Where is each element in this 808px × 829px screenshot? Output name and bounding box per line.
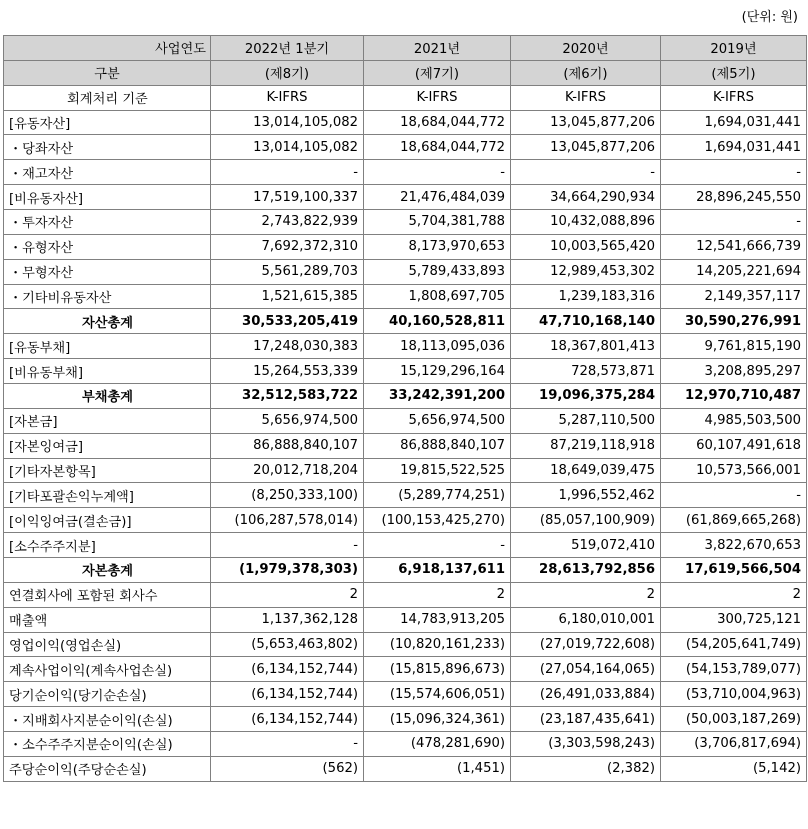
value-cell: 300,725,121 (661, 607, 807, 632)
table-row (4, 682, 807, 707)
value-cell: (5,653,463,802) (211, 632, 364, 657)
value-cell: 1,694,031,441 (661, 135, 807, 160)
row-label: [기타자본항목] (4, 458, 211, 483)
value-cell: 9,761,815,190 (661, 334, 807, 359)
table-row (4, 732, 807, 757)
table-row (4, 259, 807, 284)
table-row (4, 632, 807, 657)
value-cell: (50,003,187,269) (661, 707, 807, 732)
value-cell: 13,014,105,082 (211, 135, 364, 160)
value-cell: 18,367,801,413 (511, 334, 661, 359)
row-label: ・유형자산 (4, 234, 211, 259)
accounting-standard-row (4, 85, 807, 110)
value-cell: 33,242,391,200 (364, 384, 511, 409)
header-cell: 사업연도 (4, 36, 211, 61)
value-cell: 15,264,553,339 (211, 359, 364, 384)
value-cell: - (211, 732, 364, 757)
table-row (4, 234, 807, 259)
value-cell: 10,432,088,896 (511, 210, 661, 235)
value-cell: (10,820,161,233) (364, 632, 511, 657)
value-cell: 14,783,913,205 (364, 607, 511, 632)
value-cell: 14,205,221,694 (661, 259, 807, 284)
value-cell: 12,541,666,739 (661, 234, 807, 259)
value-cell: - (211, 160, 364, 185)
table-row (4, 433, 807, 458)
value-cell: 86,888,840,107 (211, 433, 364, 458)
value-cell: 2,149,357,117 (661, 284, 807, 309)
header-cell: (제7기) (364, 60, 511, 85)
value-cell: 5,656,974,500 (364, 408, 511, 433)
value-cell: 30,590,276,991 (661, 309, 807, 334)
table-row (4, 185, 807, 210)
row-label: 부채총계 (4, 384, 211, 409)
value-cell: 1,996,552,462 (511, 483, 661, 508)
table-row (4, 309, 807, 334)
value-cell: (15,096,324,361) (364, 707, 511, 732)
value-cell: 12,970,710,487 (661, 384, 807, 409)
row-label: ・투자자산 (4, 210, 211, 235)
value-cell: 19,096,375,284 (511, 384, 661, 409)
standard-cell: K-IFRS (364, 85, 511, 110)
standard-cell: K-IFRS (511, 85, 661, 110)
table-row (4, 210, 807, 235)
value-cell: 4,985,503,500 (661, 408, 807, 433)
value-cell: (15,815,896,673) (364, 657, 511, 682)
value-cell: 40,160,528,811 (364, 309, 511, 334)
row-label: ・기타비유동자산 (4, 284, 211, 309)
value-cell: 13,014,105,082 (211, 110, 364, 135)
value-cell: (5,289,774,251) (364, 483, 511, 508)
value-cell: 18,113,095,036 (364, 334, 511, 359)
row-label: [이익잉여금(결손금)] (4, 508, 211, 533)
value-cell: (6,134,152,744) (211, 682, 364, 707)
value-cell: 3,208,895,297 (661, 359, 807, 384)
value-cell: 2,743,822,939 (211, 210, 364, 235)
header-row-year (4, 36, 807, 61)
value-cell: 20,012,718,204 (211, 458, 364, 483)
value-cell: - (211, 533, 364, 558)
table-row (4, 707, 807, 732)
value-cell: 7,692,372,310 (211, 234, 364, 259)
value-cell: 30,533,205,419 (211, 309, 364, 334)
row-label: 매출액 (4, 607, 211, 632)
standard-cell: K-IFRS (211, 85, 364, 110)
value-cell: - (364, 533, 511, 558)
row-label: 회계처리 기준 (4, 85, 211, 110)
value-cell: (5,142) (661, 756, 807, 781)
row-label: 주당순이익(주당순손실) (4, 756, 211, 781)
value-cell: 15,129,296,164 (364, 359, 511, 384)
row-label: ・무형자산 (4, 259, 211, 284)
value-cell: - (364, 160, 511, 185)
value-cell: 3,822,670,653 (661, 533, 807, 558)
header-cell: 2020년 (511, 36, 661, 61)
value-cell: 728,573,871 (511, 359, 661, 384)
unit-note: (단위: 원) (741, 10, 798, 25)
value-cell: 5,656,974,500 (211, 408, 364, 433)
value-cell: 10,573,566,001 (661, 458, 807, 483)
table-row (4, 458, 807, 483)
row-label: 당기순이익(당기순손실) (4, 682, 211, 707)
header-cell: 2019년 (661, 36, 807, 61)
value-cell: 1,137,362,128 (211, 607, 364, 632)
value-cell: 86,888,840,107 (364, 433, 511, 458)
value-cell: (478,281,690) (364, 732, 511, 757)
row-label: 연결회사에 포함된 회사수 (4, 582, 211, 607)
table-row (4, 533, 807, 558)
value-cell: - (661, 160, 807, 185)
header-row-period (4, 60, 807, 85)
value-cell: 5,704,381,788 (364, 210, 511, 235)
table-row (4, 284, 807, 309)
value-cell: 8,173,970,653 (364, 234, 511, 259)
value-cell: (8,250,333,100) (211, 483, 364, 508)
row-label: ・지배회사지분순이익(손실) (4, 707, 211, 732)
header-cell: (제6기) (511, 60, 661, 85)
table-row (4, 384, 807, 409)
value-cell: (27,019,722,608) (511, 632, 661, 657)
value-cell: 1,808,697,705 (364, 284, 511, 309)
value-cell: 5,287,110,500 (511, 408, 661, 433)
row-label: [유동자산] (4, 110, 211, 135)
row-label: [비유동자산] (4, 185, 211, 210)
row-label: ・재고자산 (4, 160, 211, 185)
value-cell: - (511, 160, 661, 185)
value-cell: 6,180,010,001 (511, 607, 661, 632)
value-cell: 47,710,168,140 (511, 309, 661, 334)
value-cell: 21,476,484,039 (364, 185, 511, 210)
value-cell: 17,519,100,337 (211, 185, 364, 210)
value-cell: 5,561,289,703 (211, 259, 364, 284)
value-cell: 6,918,137,611 (364, 558, 511, 583)
header-cell: (제8기) (211, 60, 364, 85)
value-cell: (85,057,100,909) (511, 508, 661, 533)
row-label: 계속사업이익(계속사업손실) (4, 657, 211, 682)
row-label: 영업이익(영업손실) (4, 632, 211, 657)
header-cell: 2022년 1분기 (211, 36, 364, 61)
value-cell: 2 (661, 582, 807, 607)
table-row (4, 607, 807, 632)
value-cell: 2 (364, 582, 511, 607)
value-cell: 13,045,877,206 (511, 135, 661, 160)
table-row (4, 657, 807, 682)
value-cell: 1,239,183,316 (511, 284, 661, 309)
row-label: [기타포괄손익누계액] (4, 483, 211, 508)
value-cell: - (661, 483, 807, 508)
row-label: [소수주주지분] (4, 533, 211, 558)
value-cell: 19,815,522,525 (364, 458, 511, 483)
row-label: ・당좌자산 (4, 135, 211, 160)
header-cell: 구분 (4, 60, 211, 85)
value-cell: - (661, 210, 807, 235)
table-row (4, 508, 807, 533)
value-cell: 32,512,583,722 (211, 384, 364, 409)
value-cell: 10,003,565,420 (511, 234, 661, 259)
table-row (4, 558, 807, 583)
row-label: [자본금] (4, 408, 211, 433)
value-cell: 87,219,118,918 (511, 433, 661, 458)
value-cell: (3,303,598,243) (511, 732, 661, 757)
value-cell: 17,248,030,383 (211, 334, 364, 359)
value-cell: (15,574,606,051) (364, 682, 511, 707)
table-row (4, 334, 807, 359)
value-cell: (3,706,817,694) (661, 732, 807, 757)
header-cell: (제5기) (661, 60, 807, 85)
value-cell: (26,491,033,884) (511, 682, 661, 707)
value-cell: (2,382) (511, 756, 661, 781)
value-cell: (1,979,378,303) (211, 558, 364, 583)
table-row (4, 160, 807, 185)
value-cell: 5,789,433,893 (364, 259, 511, 284)
row-label: 자본총계 (4, 558, 211, 583)
table-row (4, 408, 807, 433)
value-cell: 12,989,453,302 (511, 259, 661, 284)
value-cell: 13,045,877,206 (511, 110, 661, 135)
value-cell: (1,451) (364, 756, 511, 781)
value-cell: 18,649,039,475 (511, 458, 661, 483)
row-label: 자산총계 (4, 309, 211, 334)
row-label: ・소수주주지분순이익(손실) (4, 732, 211, 757)
value-cell: (6,134,152,744) (211, 657, 364, 682)
value-cell: (100,153,425,270) (364, 508, 511, 533)
value-cell: (27,054,164,065) (511, 657, 661, 682)
value-cell: 1,694,031,441 (661, 110, 807, 135)
header-cell: 2021년 (364, 36, 511, 61)
value-cell: (562) (211, 756, 364, 781)
value-cell: 2 (511, 582, 661, 607)
standard-cell: K-IFRS (661, 85, 807, 110)
value-cell: 18,684,044,772 (364, 135, 511, 160)
table-row (4, 359, 807, 384)
row-label: [유동부채] (4, 334, 211, 359)
value-cell: (106,287,578,014) (211, 508, 364, 533)
value-cell: 1,521,615,385 (211, 284, 364, 309)
value-cell: 28,613,792,856 (511, 558, 661, 583)
value-cell: 17,619,566,504 (661, 558, 807, 583)
table-row (4, 483, 807, 508)
value-cell: (53,710,004,963) (661, 682, 807, 707)
value-cell: (6,134,152,744) (211, 707, 364, 732)
value-cell: 2 (211, 582, 364, 607)
value-cell: 18,684,044,772 (364, 110, 511, 135)
table-row (4, 110, 807, 135)
value-cell: (61,869,665,268) (661, 508, 807, 533)
financial-summary-table (3, 35, 807, 782)
table-row (4, 135, 807, 160)
value-cell: 34,664,290,934 (511, 185, 661, 210)
table-row (4, 582, 807, 607)
row-label: [비유동부채] (4, 359, 211, 384)
row-label: [자본잉여금] (4, 433, 211, 458)
value-cell: (54,153,789,077) (661, 657, 807, 682)
value-cell: 519,072,410 (511, 533, 661, 558)
table-row (4, 756, 807, 781)
value-cell: (54,205,641,749) (661, 632, 807, 657)
value-cell: 60,107,491,618 (661, 433, 807, 458)
value-cell: 28,896,245,550 (661, 185, 807, 210)
value-cell: (23,187,435,641) (511, 707, 661, 732)
